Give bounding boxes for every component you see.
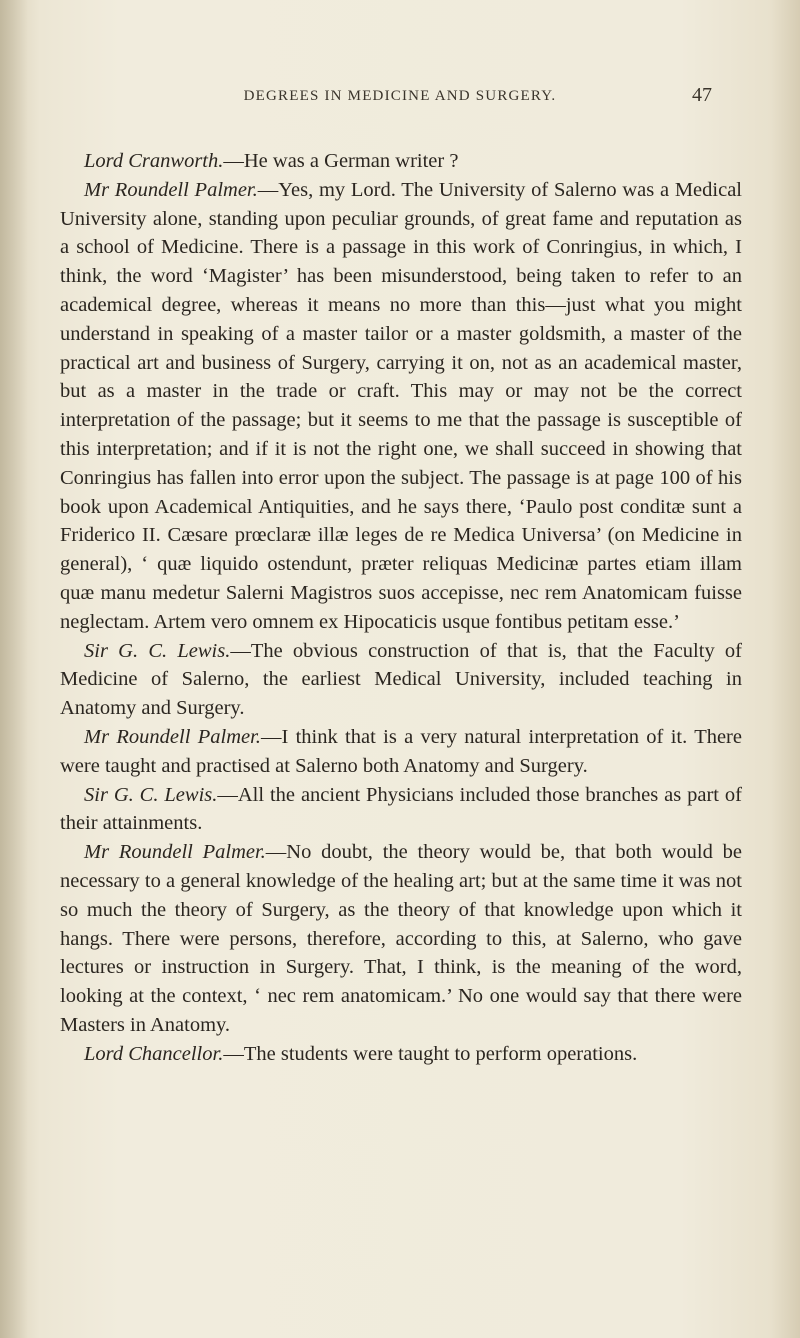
- speaker-name: Mr Roundell Palmer.: [84, 178, 258, 201]
- page-header: [0, 84, 800, 118]
- speech-text: —No doubt, the theory would be, that both would be necessary to a general knowledge of the healing art; but at the same time it was not so much the theory of Surgery, as the theory of that knowledge upon which it hangs. There were persons, therefore, according to this, at Salerno, who gave lectures or instruction in Surgery. That, I think, is the meaning of the word, looking at the context, ‘ nec rem anatomicam.’ No one would say that there were Masters in Anatomy.: [60, 841, 742, 1036]
- speech-text: —All the ancient Physicians included those branches as part of their attainments.: [60, 783, 742, 835]
- speaker-name: Sir G. C. Lewis.: [84, 783, 218, 806]
- speaker-name: Sir G. C. Lewis.: [84, 639, 231, 662]
- speaker-name: Lord Cranworth.: [84, 150, 224, 172]
- paragraph: [60, 147, 742, 176]
- speech-text: —The obvious construction of that is, that the Faculty of Medicine of Salerno, the earliest Medical University, included teaching in Anatomy and Surgery.: [60, 639, 743, 720]
- paragraph: [60, 723, 742, 781]
- speech-text: —I think that is a very natural interpretation of it. There were taught and practised at Salerno both Anatomy and Surgery.: [60, 725, 742, 777]
- speech-text: —He was a German writer ?: [223, 150, 459, 172]
- speaker-name: Mr Roundell Palmer.: [84, 841, 266, 864]
- speech-text: —Yes, my Lord. The University of Salerno was a Medical University alone, standing upon peculiar grounds, of great fame and reputation as a school of Medicine. There is a passage in this work of Conringius, in which, I think, the word ‘Magister’ has been misunderstood, being taken to refer to an academical degree, whereas it means no more than this—just what you might understand in speaking of a master tailor or a master goldsmith, a master of the practical art and business of Surgery, carrying it on, not as an academical master, but as a master in the trade or craft. This may or may not be the correct interpretation of the passage; but it seems to me that the passage is susceptible of this interpretation; and if it is not the right one, we shall succeed in showing that Conringius has fallen into error upon the subject. The passage is at page 100 of his book upon Academical Antiquities, and he says there, ‘Paulo post conditæ sunt a Friderico II. Cæsare prœclaræ illæ leges de re Medica Universa’ (on Medicine in general), ‘ quæ liquido ostendunt, præter reliquas Medicinæ partes etiam illam quæ manu medetur Salerni Magistros suos accepisse, nec rem Anatomicam fuisse neglectam. Artem vero omnem ex Hipocaticis usque fontibus petitam esse.’: [60, 178, 742, 633]
- binding-shadow: [0, 0, 28, 1338]
- paragraph: [60, 838, 742, 1040]
- paragraph: [60, 176, 742, 637]
- page-number: 47: [692, 84, 712, 106]
- paragraph: [60, 637, 742, 723]
- body-text: [60, 147, 742, 1069]
- speaker-name: Mr Roundell Palmer.: [84, 725, 261, 748]
- paragraph: [60, 1040, 742, 1069]
- speaker-name: Lord Chancellor.: [84, 1042, 224, 1065]
- speech-text: —The students were taught to perform operations.: [223, 1042, 638, 1065]
- running-head: DEGREES IN MEDICINE AND SURGERY.: [243, 88, 557, 104]
- paragraph: [60, 781, 742, 839]
